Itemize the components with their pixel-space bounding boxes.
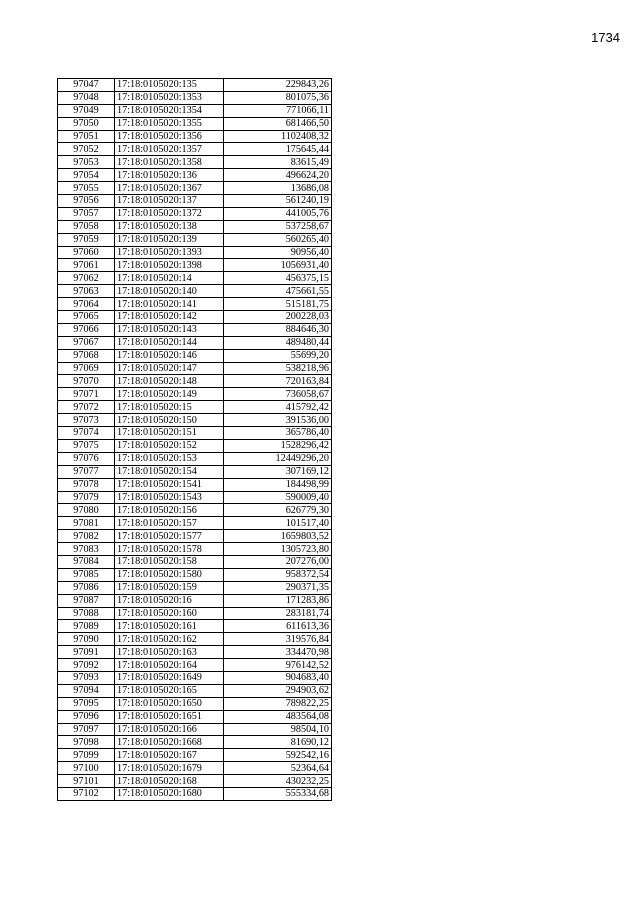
row-number-cell: 97060 — [58, 246, 115, 259]
table-row — [58, 246, 332, 259]
table-row — [58, 478, 332, 491]
table-row — [58, 620, 332, 633]
value-cell: 13686,08 — [224, 182, 332, 195]
row-number-cell: 97071 — [58, 388, 115, 401]
value-cell: 283181,74 — [224, 607, 332, 620]
row-number-cell: 97057 — [58, 207, 115, 220]
cadastral-number-cell: 17:18:0105020:1367 — [115, 182, 224, 195]
cadastral-number-cell: 17:18:0105020:167 — [115, 749, 224, 762]
cadastral-number-cell: 17:18:0105020:1358 — [115, 156, 224, 169]
table-row — [58, 311, 332, 324]
cadastral-number-cell: 17:18:0105020:1577 — [115, 530, 224, 543]
row-number-cell: 97062 — [58, 272, 115, 285]
cadastral-number-cell: 17:18:0105020:143 — [115, 323, 224, 336]
table-row — [58, 427, 332, 440]
value-cell: 590009,40 — [224, 491, 332, 504]
row-number-cell: 97093 — [58, 671, 115, 684]
value-cell: 489480,44 — [224, 336, 332, 349]
value-cell: 83615,49 — [224, 156, 332, 169]
cadastral-number-cell: 17:18:0105020:142 — [115, 311, 224, 324]
cadastral-number-cell: 17:18:0105020:1543 — [115, 491, 224, 504]
value-cell: 184498,99 — [224, 478, 332, 491]
row-number-cell: 97077 — [58, 465, 115, 478]
row-number-cell: 97049 — [58, 104, 115, 117]
table-row — [58, 439, 332, 452]
value-cell: 98504,10 — [224, 723, 332, 736]
table-row — [58, 607, 332, 620]
value-cell: 294903,62 — [224, 684, 332, 697]
table-row — [58, 723, 332, 736]
row-number-cell: 97087 — [58, 594, 115, 607]
cadastral-number-cell: 17:18:0105020:1372 — [115, 207, 224, 220]
value-cell: 958372,54 — [224, 568, 332, 581]
row-number-cell: 97061 — [58, 259, 115, 272]
row-number-cell: 97051 — [58, 130, 115, 143]
row-number-cell: 97047 — [58, 79, 115, 92]
table-row — [58, 117, 332, 130]
row-number-cell: 97063 — [58, 285, 115, 298]
row-number-cell: 97069 — [58, 362, 115, 375]
value-cell: 789822,25 — [224, 697, 332, 710]
table-row — [58, 659, 332, 672]
value-cell: 475661,55 — [224, 285, 332, 298]
value-cell: 1056931,40 — [224, 259, 332, 272]
value-cell: 1659803,52 — [224, 530, 332, 543]
cadastral-number-cell: 17:18:0105020:1541 — [115, 478, 224, 491]
value-cell: 626779,30 — [224, 504, 332, 517]
table-row — [58, 697, 332, 710]
table-row — [58, 130, 332, 143]
cadastral-number-cell: 17:18:0105020:157 — [115, 517, 224, 530]
table-row — [58, 285, 332, 298]
row-number-cell: 97075 — [58, 439, 115, 452]
value-cell: 319576,84 — [224, 633, 332, 646]
row-number-cell: 97052 — [58, 143, 115, 156]
value-cell: 483564,08 — [224, 710, 332, 723]
row-number-cell: 97053 — [58, 156, 115, 169]
table-row — [58, 581, 332, 594]
cadastral-number-cell: 17:18:0105020:16 — [115, 594, 224, 607]
table-row — [58, 762, 332, 775]
value-cell: 12449296,20 — [224, 452, 332, 465]
value-cell: 391536,00 — [224, 414, 332, 427]
value-cell: 1528296,42 — [224, 439, 332, 452]
value-cell: 736058,67 — [224, 388, 332, 401]
row-number-cell: 97099 — [58, 749, 115, 762]
table-row — [58, 182, 332, 195]
value-cell: 307169,12 — [224, 465, 332, 478]
value-cell: 592542,16 — [224, 749, 332, 762]
table-row — [58, 143, 332, 156]
value-cell: 101517,40 — [224, 517, 332, 530]
row-number-cell: 97048 — [58, 91, 115, 104]
table-row — [58, 414, 332, 427]
value-cell: 81690,12 — [224, 736, 332, 749]
cadastral-number-cell: 17:18:0105020:164 — [115, 659, 224, 672]
page-number: 1734 — [591, 30, 620, 45]
row-number-cell: 97065 — [58, 311, 115, 324]
row-number-cell: 97088 — [58, 607, 115, 620]
table-row — [58, 156, 332, 169]
table-row — [58, 775, 332, 788]
row-number-cell: 97056 — [58, 195, 115, 208]
table-row — [58, 530, 332, 543]
cadastral-number-cell: 17:18:0105020:163 — [115, 646, 224, 659]
row-number-cell: 97066 — [58, 323, 115, 336]
value-cell: 229843,26 — [224, 79, 332, 92]
row-number-cell: 97083 — [58, 543, 115, 556]
table-row — [58, 298, 332, 311]
cadastral-number-cell: 17:18:0105020:1651 — [115, 710, 224, 723]
value-cell: 555334,68 — [224, 787, 332, 800]
table-row — [58, 220, 332, 233]
table-row — [58, 362, 332, 375]
row-number-cell: 97101 — [58, 775, 115, 788]
value-cell: 430232,25 — [224, 775, 332, 788]
value-cell: 771066,11 — [224, 104, 332, 117]
cadastral-number-cell: 17:18:0105020:141 — [115, 298, 224, 311]
value-cell: 611613,36 — [224, 620, 332, 633]
table-row — [58, 594, 332, 607]
cadastral-number-cell: 17:18:0105020:144 — [115, 336, 224, 349]
value-cell: 334470,98 — [224, 646, 332, 659]
row-number-cell: 97054 — [58, 169, 115, 182]
table-row — [58, 207, 332, 220]
row-number-cell: 97078 — [58, 478, 115, 491]
table-row — [58, 555, 332, 568]
row-number-cell: 97092 — [58, 659, 115, 672]
value-cell: 415792,42 — [224, 401, 332, 414]
row-number-cell: 97079 — [58, 491, 115, 504]
value-cell: 171283,86 — [224, 594, 332, 607]
table-row — [58, 787, 332, 800]
row-number-cell: 97067 — [58, 336, 115, 349]
row-number-cell: 97073 — [58, 414, 115, 427]
cadastral-number-cell: 17:18:0105020:1398 — [115, 259, 224, 272]
table-row — [58, 517, 332, 530]
value-cell: 538218,96 — [224, 362, 332, 375]
cadastral-number-cell: 17:18:0105020:139 — [115, 233, 224, 246]
data-table — [57, 78, 332, 801]
value-cell: 976142,52 — [224, 659, 332, 672]
row-number-cell: 97082 — [58, 530, 115, 543]
value-cell: 720163,84 — [224, 375, 332, 388]
cadastral-number-cell: 17:18:0105020:159 — [115, 581, 224, 594]
row-number-cell: 97076 — [58, 452, 115, 465]
value-cell: 801075,36 — [224, 91, 332, 104]
row-number-cell: 97094 — [58, 684, 115, 697]
value-cell: 441005,76 — [224, 207, 332, 220]
row-number-cell: 97070 — [58, 375, 115, 388]
cadastral-number-cell: 17:18:0105020:136 — [115, 169, 224, 182]
table-row — [58, 259, 332, 272]
value-cell: 90956,40 — [224, 246, 332, 259]
table-row — [58, 736, 332, 749]
cadastral-number-cell: 17:18:0105020:1649 — [115, 671, 224, 684]
row-number-cell: 97096 — [58, 710, 115, 723]
cadastral-number-cell: 17:18:0105020:1353 — [115, 91, 224, 104]
cadastral-number-cell: 17:18:0105020:1668 — [115, 736, 224, 749]
cadastral-number-cell: 17:18:0105020:153 — [115, 452, 224, 465]
row-number-cell: 97058 — [58, 220, 115, 233]
value-cell: 496624,20 — [224, 169, 332, 182]
cadastral-number-cell: 17:18:0105020:165 — [115, 684, 224, 697]
table-row — [58, 543, 332, 556]
table-row — [58, 749, 332, 762]
cadastral-number-cell: 17:18:0105020:149 — [115, 388, 224, 401]
value-cell: 515181,75 — [224, 298, 332, 311]
cadastral-number-cell: 17:18:0105020:135 — [115, 79, 224, 92]
cadastral-number-cell: 17:18:0105020:1578 — [115, 543, 224, 556]
value-cell: 200228,03 — [224, 311, 332, 324]
cadastral-number-cell: 17:18:0105020:158 — [115, 555, 224, 568]
row-number-cell: 97098 — [58, 736, 115, 749]
table-body — [58, 79, 332, 801]
cadastral-number-cell: 17:18:0105020:138 — [115, 220, 224, 233]
cadastral-number-cell: 17:18:0105020:137 — [115, 195, 224, 208]
table-row — [58, 79, 332, 92]
row-number-cell: 97097 — [58, 723, 115, 736]
table-row — [58, 195, 332, 208]
row-number-cell: 97085 — [58, 568, 115, 581]
value-cell: 52364,64 — [224, 762, 332, 775]
row-number-cell: 97050 — [58, 117, 115, 130]
value-cell: 561240,19 — [224, 195, 332, 208]
table-row — [58, 169, 332, 182]
cadastral-number-cell: 17:18:0105020:147 — [115, 362, 224, 375]
value-cell: 365786,40 — [224, 427, 332, 440]
row-number-cell: 97080 — [58, 504, 115, 517]
row-number-cell: 97068 — [58, 349, 115, 362]
cadastral-number-cell: 17:18:0105020:1356 — [115, 130, 224, 143]
value-cell: 55699,20 — [224, 349, 332, 362]
value-cell: 1102408,32 — [224, 130, 332, 143]
table-row — [58, 646, 332, 659]
row-number-cell: 97095 — [58, 697, 115, 710]
value-cell: 884646,30 — [224, 323, 332, 336]
value-cell: 560265,40 — [224, 233, 332, 246]
value-cell: 904683,40 — [224, 671, 332, 684]
table-row — [58, 504, 332, 517]
cadastral-number-cell: 17:18:0105020:1679 — [115, 762, 224, 775]
cadastral-number-cell: 17:18:0105020:166 — [115, 723, 224, 736]
cadastral-number-cell: 17:18:0105020:151 — [115, 427, 224, 440]
row-number-cell: 97089 — [58, 620, 115, 633]
cadastral-number-cell: 17:18:0105020:1680 — [115, 787, 224, 800]
cadastral-number-cell: 17:18:0105020:150 — [115, 414, 224, 427]
cadastral-number-cell: 17:18:0105020:162 — [115, 633, 224, 646]
cadastral-number-cell: 17:18:0105020:148 — [115, 375, 224, 388]
table-row — [58, 671, 332, 684]
table-row — [58, 491, 332, 504]
table-row — [58, 91, 332, 104]
row-number-cell: 97102 — [58, 787, 115, 800]
row-number-cell: 97090 — [58, 633, 115, 646]
row-number-cell: 97100 — [58, 762, 115, 775]
table-row — [58, 336, 332, 349]
row-number-cell: 97091 — [58, 646, 115, 659]
value-cell: 290371,35 — [224, 581, 332, 594]
row-number-cell: 97074 — [58, 427, 115, 440]
cadastral-number-cell: 17:18:0105020:168 — [115, 775, 224, 788]
table-row — [58, 323, 332, 336]
table-row — [58, 568, 332, 581]
value-cell: 175645,44 — [224, 143, 332, 156]
cadastral-number-cell: 17:18:0105020:161 — [115, 620, 224, 633]
cadastral-number-cell: 17:18:0105020:156 — [115, 504, 224, 517]
cadastral-number-cell: 17:18:0105020:1580 — [115, 568, 224, 581]
cadastral-number-cell: 17:18:0105020:154 — [115, 465, 224, 478]
value-cell: 456375,15 — [224, 272, 332, 285]
cadastral-number-cell: 17:18:0105020:14 — [115, 272, 224, 285]
cadastral-number-cell: 17:18:0105020:160 — [115, 607, 224, 620]
row-number-cell: 97086 — [58, 581, 115, 594]
table-row — [58, 272, 332, 285]
cadastral-number-cell: 17:18:0105020:1354 — [115, 104, 224, 117]
row-number-cell: 97059 — [58, 233, 115, 246]
table-row — [58, 375, 332, 388]
cadastral-number-cell: 17:18:0105020:1355 — [115, 117, 224, 130]
table-row — [58, 633, 332, 646]
table-row — [58, 710, 332, 723]
row-number-cell: 97072 — [58, 401, 115, 414]
row-number-cell: 97084 — [58, 555, 115, 568]
table-row — [58, 233, 332, 246]
cadastral-number-cell: 17:18:0105020:1650 — [115, 697, 224, 710]
value-cell: 207276,00 — [224, 555, 332, 568]
table-row — [58, 452, 332, 465]
table-row — [58, 388, 332, 401]
row-number-cell: 97055 — [58, 182, 115, 195]
table-row — [58, 684, 332, 697]
cadastral-number-cell: 17:18:0105020:1357 — [115, 143, 224, 156]
value-cell: 681466,50 — [224, 117, 332, 130]
row-number-cell: 97064 — [58, 298, 115, 311]
value-cell: 1305723,80 — [224, 543, 332, 556]
cadastral-number-cell: 17:18:0105020:15 — [115, 401, 224, 414]
table-row — [58, 349, 332, 362]
cadastral-number-cell: 17:18:0105020:152 — [115, 439, 224, 452]
table-row — [58, 104, 332, 117]
row-number-cell: 97081 — [58, 517, 115, 530]
table-row — [58, 401, 332, 414]
table-row — [58, 465, 332, 478]
cadastral-number-cell: 17:18:0105020:140 — [115, 285, 224, 298]
cadastral-number-cell: 17:18:0105020:146 — [115, 349, 224, 362]
value-cell: 537258,67 — [224, 220, 332, 233]
cadastral-number-cell: 17:18:0105020:1393 — [115, 246, 224, 259]
